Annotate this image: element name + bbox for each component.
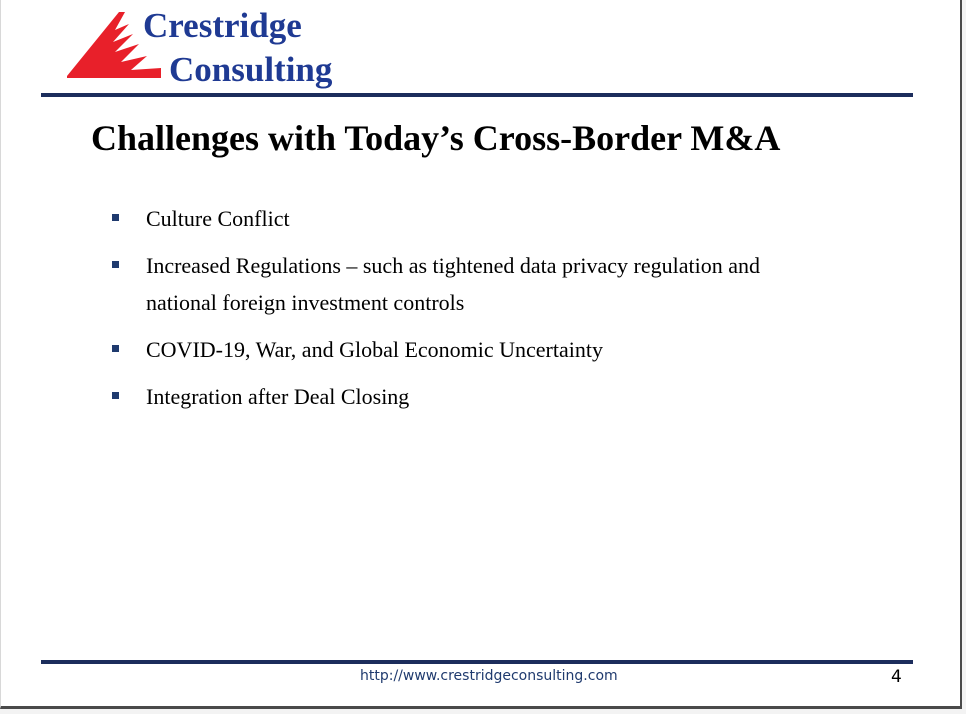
bullet-item	[109, 378, 829, 415]
bullet-text: Integration after Deal Closing	[146, 384, 410, 409]
logo-text-line1: Crestridge	[143, 6, 302, 45]
square-bullet-icon	[112, 261, 119, 268]
square-bullet-icon	[112, 392, 119, 399]
bullet-text: Culture Conflict	[146, 206, 290, 231]
page-number: 4	[891, 667, 902, 687]
footer-divider	[41, 660, 913, 664]
bullet-text: Increased Regulations – such as tightened data privacy regulation and national foreign investment controls	[146, 253, 760, 315]
footer-url-link[interactable]: http://www.crestridgeconsulting.com	[360, 668, 618, 684]
bullet-item	[109, 331, 829, 368]
square-bullet-icon	[112, 214, 119, 221]
bullet-item	[109, 247, 829, 321]
logo-text-line2: Consulting	[169, 50, 333, 89]
slide-title: Challenges with Today’s Cross-Border M&A	[91, 118, 781, 158]
company-logo	[67, 8, 367, 92]
square-bullet-icon	[112, 345, 119, 352]
header-divider	[41, 93, 913, 97]
bullet-item	[109, 200, 829, 237]
bullet-text: COVID-19, War, and Global Economic Uncertainty	[146, 337, 603, 362]
bullet-list	[109, 200, 829, 425]
